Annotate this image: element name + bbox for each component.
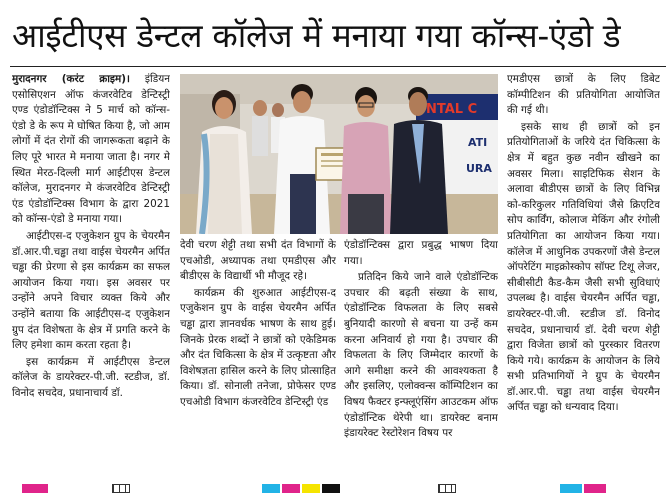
- registration-mark-grid: [112, 484, 130, 493]
- registration-mark-magenta-2: [282, 484, 300, 493]
- registration-mark-cyan: [262, 484, 280, 493]
- banner-text: NTAL C: [426, 102, 478, 117]
- registration-mark-black: [322, 484, 340, 493]
- article-paragraph: [12, 72, 170, 228]
- article-paragraph: इसके साथ ही छात्रों को इन प्रतियोगिताओं के जरिये दंत चिकित्सा के क्षेत्र में बहुत कुछ नवीन खीखने का अवसर मिला। साइटिफिक सेशन के अलावा बीडीएस छात्रों के लिए विभिन्न को-करिकुलर गतिविधियां जैसे क्रिएटिव सोप कार्विंग, कोलाज मेकिंग और रंगोली प्रतियोगिता का आयोजन किया गया। कॉलेज में आधुनिक उपकरणों जैसे डेन्टल ऑपरेटिंग माइक्रोस्कोप सॉफ्ट टिशू लेजर, सीबीसीटी कैड-कैम जैसी सभी सुविधाएं उपलब्ध है। वाईस चेयरमैन अर्पित चड्ढा, डायरेक्टर-पी.जी. स्टडीज डॉ. विनोद सचदेव, प्रधानाचार्य डॉ. देवी चरण शेट्टी द्वारा विजेता छात्रों को पुरस्कार वितरण किये गये। कार्यक्रम के आयोजन के लिये सभी प्रतिभागियों ने ग्रुप के चेयरमैन डॉ.आर.पी. चड्ढा तथा वाईस चेयरमैन अर्पित चड्ढा को धन्यवाद दिया।: [507, 120, 660, 414]
- article-column-3: [344, 238, 498, 480]
- article-column-4: [507, 72, 660, 482]
- banner-text-3: URA: [466, 162, 492, 175]
- article-paragraph: प्रतिदिन किये जाने वाले एंडोडॉन्टिक उपचार की बढ़ती संख्या के साथ, एंडोडॉन्टिक विफलता के लिए सबसे बुनियादी कारणो से बचना या उन्हें कम करना अनिवार्य हो गया है। उपचार की विफलता के लिए जिम्मेदार कारणों के आगे समीक्षा करने की आवश्यकता है और इसलिए, एलोक्वन्स कॉम्पिटिशन का विषय फैक्टर इन्फ्लूएंसिंग आउटकम ऑफ एंडोडॉन्टिक थेरेपी था। डायरेक्ट बनाम इंडायरेक्ट रेस्टोरेशन विषय पर: [344, 271, 498, 440]
- article-paragraph: एमडीएस छात्रों के लिए डिबेट कॉम्पीटिशन की प्रतियोगिता आयोजित की गई थी।: [507, 73, 660, 117]
- registration-mark-yellow: [302, 484, 320, 493]
- registration-mark-magenta-3: [584, 484, 606, 493]
- registration-mark-grid-2: [438, 484, 456, 493]
- print-registration-strip: [0, 484, 672, 493]
- article-paragraph: कार्यक्रम की शुरुआत आईटीएस-द एजुकेशन ग्रुप के वाईस चेयरमैन अर्पित चड्ढा द्वारा ज्ञानवर्धक भाषण के साथ हुई। जिनके प्रेरक शब्दों ने छात्रों को एकेडिमक और दंत चिकित्सा के क्षेत्र में उत्कृष्टता और विशेषज्ञता हासिल करने के लिए प्रोत्साहित किया। डॉ. सोनाली तनेजा, प्रोफेसर एण्ड एचओडी विभाग कंजरवेटिव डेन्टिस्ट्री एंड: [180, 286, 336, 408]
- registration-mark-cyan-2: [560, 484, 582, 493]
- article-paragraph: इस कार्यक्रम में आईटीएस डेन्टल कॉलेज के डायरेक्टर-पी.जी. स्टडीज, डॉ. विनोद सचदेव, प्रधानाचार्य डॉ.: [12, 355, 170, 399]
- paragraph-text: इंडियन एसोसिएशन ऑफ कंजरवेटिव डेन्टिस्ट्री एण्ड एंडोडॉन्टिक्स ने 5 मार्च को कॉन्स-एंडो डे के रूप मे घोषित किया है, जो आम लोगों में दंत रोगों की जागरूकता बढ़ाने के लिए पूरे भारत मे मनाया जाता है। नगर मे स्थित मेरठ-दिल्ली मार्ग आईटीएस डेन्टल कॉलेज, मुरादनगर मे कंजरवेटिव डेन्टिस्ट्री एंड एंडोडॉन्टिक्स विभाग के द्वारा 2021 को कॉन्स-एंडो डे मनाया गया।: [12, 73, 170, 226]
- registration-mark-magenta: [22, 484, 48, 493]
- article-column-2: [180, 238, 336, 480]
- photo-illustration: [180, 74, 498, 234]
- article-paragraph: एंडोडॉन्टिक्स द्वारा प्रबुद्ध भाषण दिया गया।: [344, 239, 498, 267]
- banner-text-2: ATI: [468, 136, 488, 149]
- article-column-1: [12, 72, 170, 477]
- headline-rule: [10, 66, 666, 67]
- headline: आईटीएस डेन्टल कॉलेज में मनाया गया कॉन्स-एंडो डे: [12, 16, 621, 55]
- article-paragraph: देवी चरण शेट्टी तथा सभी दंत विभागों के एचओडी, अध्यापक तथा एमडीएस और बीडीएस के विद्यार्थी भी मौजूद रहे।: [180, 239, 336, 283]
- article-paragraph: आईटीएस-द एजुकेशन ग्रुप के चेयरमैन डॉ.आर.पी.चड्ढा तथा वाईस चेयरमैन अर्पित चड्ढा की प्रेरणा से इस कार्यक्रम का सफल आयोजन किया गया। इस अवसर पर उन्होंने अपने विचार व्यक्त किये और उन्होंने बताया कि आईटीएस-द एजुकेशन ग्रुप दंत विशेषता के क्षेत्र में प्रगति करने के लिए हमेशा काम करता रहता है।: [12, 229, 170, 352]
- dateline: मुरादनगर (करंट क्राइम)।: [12, 73, 130, 85]
- news-photo: [180, 74, 498, 234]
